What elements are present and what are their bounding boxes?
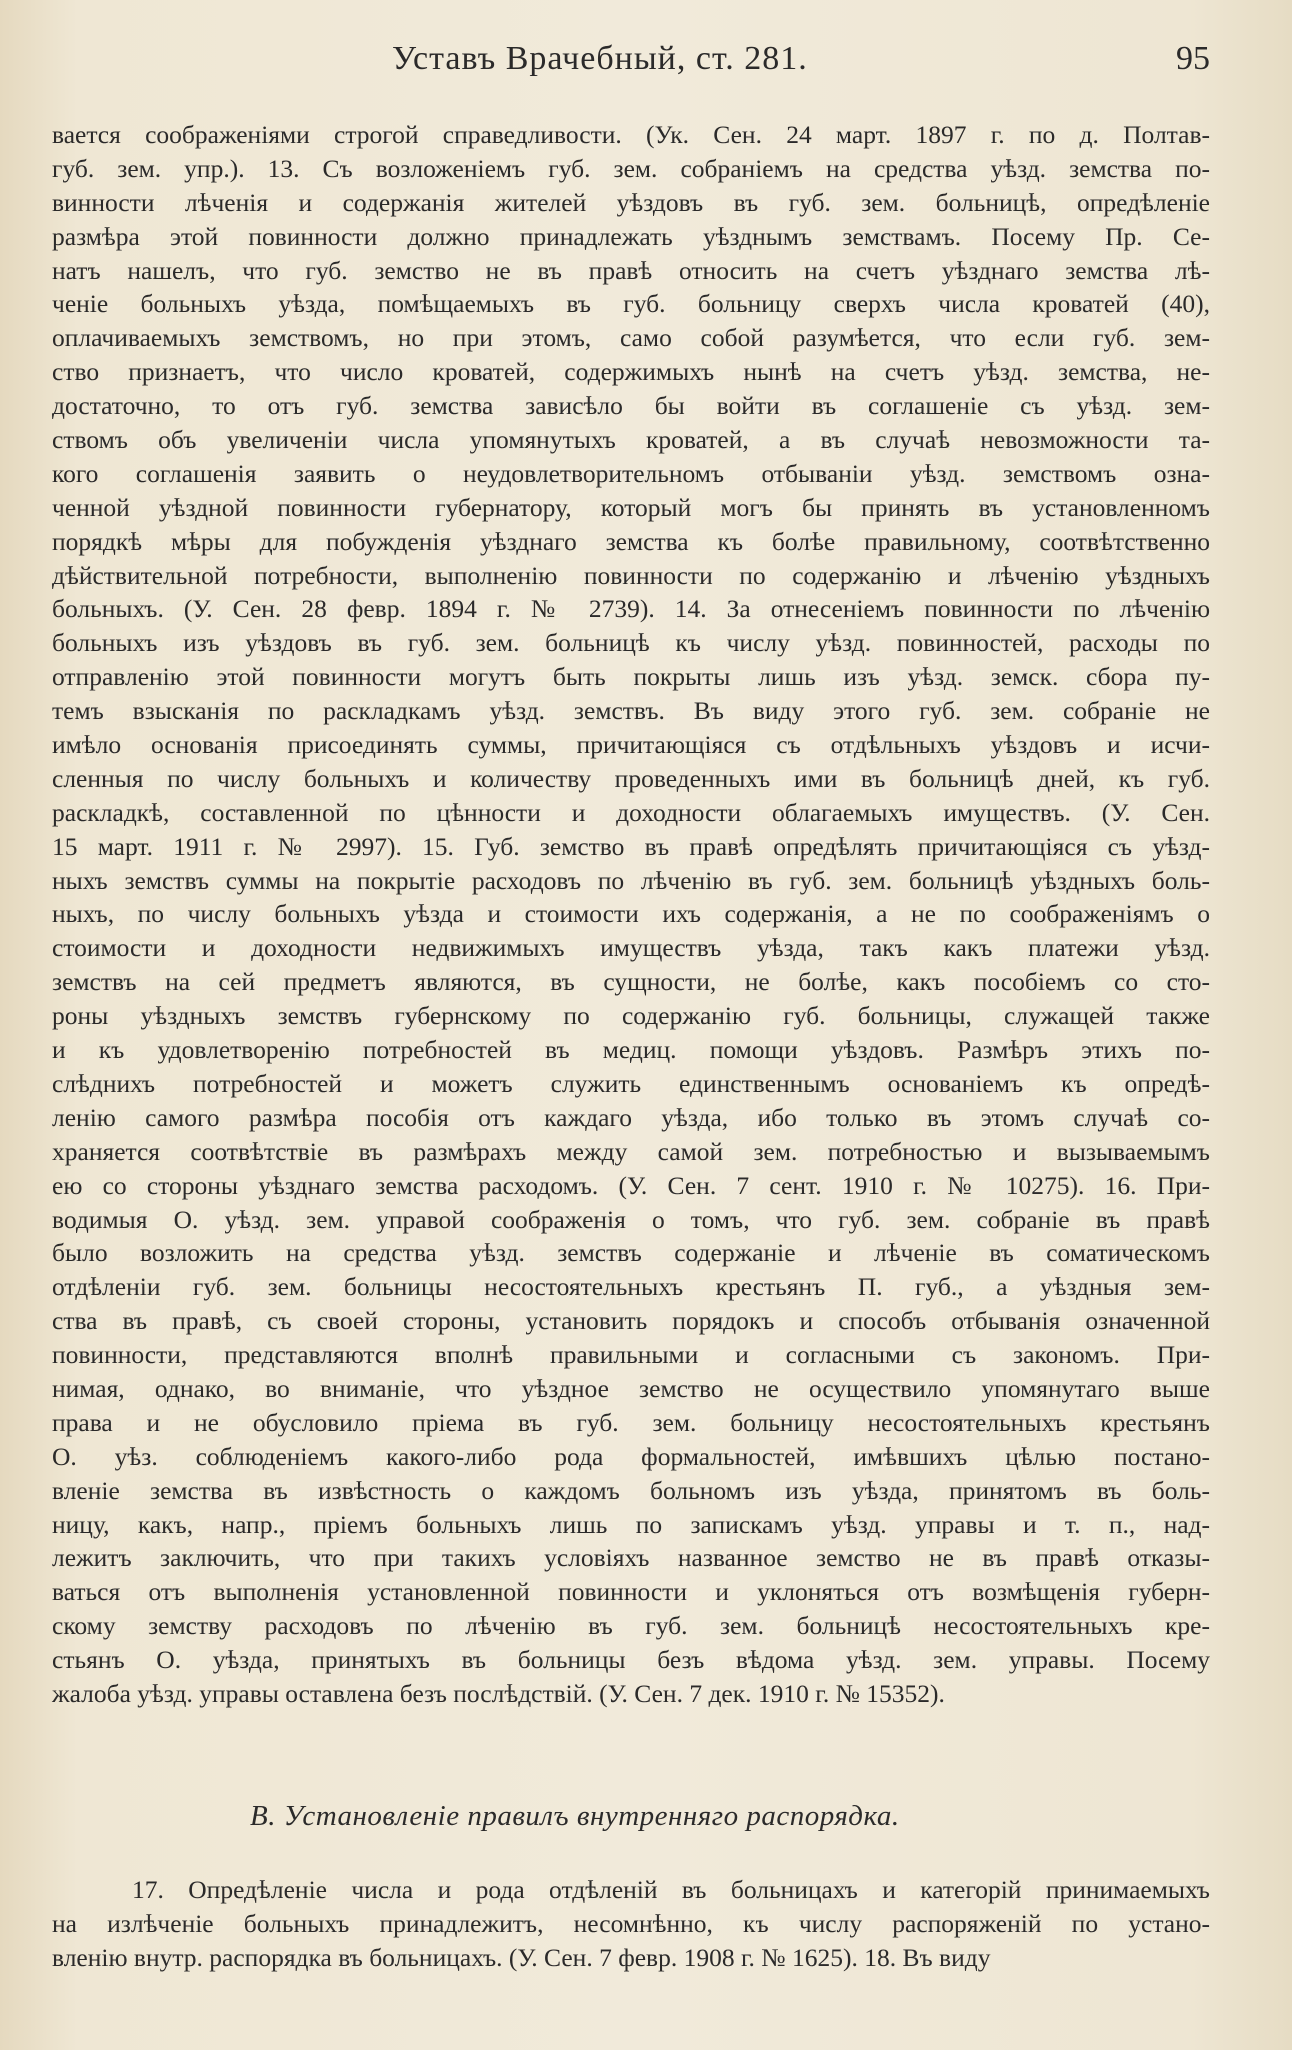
text-line: стьянъ О. уѣзда, принятыхъ въ больницы безъ вѣдома уѣзд. зем. управы. Посему bbox=[52, 1645, 1210, 1675]
text-line: храняется соотвѣтствіе въ размѣрахъ между самой зем. потребностью и вызываемымъ bbox=[52, 1136, 1210, 1166]
text-line: оплачиваемыхъ земствомъ, но при этомъ, само собой разумѣется, что если губ. зем- bbox=[52, 323, 1210, 353]
page-number: 95 bbox=[1176, 40, 1210, 77]
text-line: ваться отъ выполненія установленной повинности и уклоняться отъ возмѣщенія губерн- bbox=[52, 1577, 1210, 1607]
text-line: ство признаетъ, что число кроватей, содержимыхъ нынѣ на счетъ уѣзд. земства, не- bbox=[52, 357, 1210, 387]
text-line: больныхъ. (У. Сен. 28 февр. 1894 г. № 2739). 14. За отнесеніемъ повинности по лѣченію bbox=[52, 594, 1210, 624]
text-line: жалоба уѣзд. управы оставлена безъ послѣдствій. (У. Сен. 7 дек. 1910 г. № 15352). bbox=[52, 1678, 945, 1708]
text-line: стоимости и доходности недвижимыхъ имуществъ уѣзда, такъ какъ платежи уѣзд. bbox=[52, 933, 1210, 963]
text-line: земствъ на сей предметъ являются, въ сущности, не болѣе, какъ пособіемъ со сто- bbox=[52, 967, 1210, 997]
text-line: ницу, какъ, напр., пріемъ больныхъ лишь по запискамъ уѣзд. управы и т. п., над- bbox=[52, 1509, 1210, 1539]
text-line: нимая, однако, во вниманіе, что уѣздное земство не осуществило упомянутаго выше bbox=[52, 1373, 1210, 1403]
text-line: ленію самого размѣра пособія отъ каждаго уѣзда, ибо только въ этомъ случаѣ со- bbox=[52, 1102, 1210, 1132]
paragraph-17 bbox=[52, 1873, 1210, 1975]
text-line: лежитъ заключить, что при такихъ условіяхъ названное земство не въ правѣ отказы- bbox=[52, 1543, 1210, 1573]
text-line: ствомъ объ увеличеніи числа упомянутыхъ кроватей, а въ случаѣ невозможности та- bbox=[52, 425, 1210, 455]
text-line: права и не обусловило пріема въ губ. зем. больницу несостоятельныхъ крестьянъ bbox=[52, 1407, 1210, 1437]
text-line: больныхъ изъ уѣздовъ въ губ. зем. больницѣ къ числу уѣзд. повинностей, расходы по bbox=[52, 628, 1210, 658]
text-line: вленіе земства въ извѣстность о каждомъ больномъ изъ уѣзда, принятомъ въ боль- bbox=[52, 1475, 1210, 1505]
text-line: слѣднихъ потребностей и можетъ служить единственнымъ основаніемъ къ опредѣ- bbox=[52, 1068, 1210, 1098]
text-line: ченіе больныхъ уѣзда, помѣщаемыхъ въ губ. больницу сверхъ числа кроватей (40), bbox=[52, 289, 1210, 319]
text-line: порядкѣ мѣры для побужденія уѣзднаго земства къ болѣе правильному, соотвѣтственно bbox=[52, 526, 1210, 556]
text-line: на излѣченіе больныхъ принадлежитъ, несомнѣнно, къ числу распоряженій по устано- bbox=[52, 1908, 1210, 1938]
text-line: отдѣленіи губ. зем. больницы несостоятельныхъ крестьянъ П. губ., а уѣздныя зем- bbox=[52, 1272, 1210, 1302]
main-paragraph bbox=[52, 118, 1210, 1711]
running-title: Уставъ Врачебный, ст. 281. bbox=[392, 40, 808, 77]
text-line: роны уѣздныхъ земствъ губернскому по содержанію губ. больницы, служащей также bbox=[52, 1001, 1210, 1031]
text-line: ныхъ земствъ суммы на покрытіе расходовъ по лѣченію въ губ. зем. больницѣ уѣздныхъ боль- bbox=[52, 865, 1210, 895]
text-line: губ. зем. упр.). 13. Съ возложеніемъ губ. зем. собраніемъ на средства уѣзд. земства по- bbox=[52, 153, 1210, 183]
section-heading: В. Установленіе правилъ внутренняго распорядка. bbox=[250, 1800, 900, 1832]
text-line: сленныя по числу больныхъ и количеству проведенныхъ ими въ больницѣ дней, къ губ. bbox=[52, 763, 1210, 793]
page-header bbox=[392, 40, 1210, 84]
text-line: скому земству расходовъ по лѣченію въ губ. зем. больницѣ несостоятельныхъ кре- bbox=[52, 1611, 1210, 1641]
text-line: водимыя О. уѣзд. зем. управой соображенія о томъ, что губ. зем. собраніе въ правѣ bbox=[52, 1204, 1210, 1234]
text-line: повинности, представляются вполнѣ правильными и согласными съ закономъ. При- bbox=[52, 1340, 1210, 1370]
text-line: и къ удовлетворенію потребностей въ медиц. помощи уѣздовъ. Размѣръ этихъ по- bbox=[52, 1035, 1210, 1065]
text-line: размѣра этой повинности должно принадлежать уѣзднымъ земствамъ. Посему Пр. Се- bbox=[52, 221, 1210, 251]
text-line: ства въ правѣ, съ своей стороны, установить порядокъ и способъ отбыванія означенной bbox=[52, 1306, 1210, 1336]
text-line: кого соглашенія заявить о неудовлетворительномъ отбываніи уѣзд. земствомъ озна- bbox=[52, 458, 1210, 488]
text-line: достаточно, то отъ губ. земства зависѣло бы войти въ соглашеніе съ уѣзд. зем- bbox=[52, 391, 1210, 421]
text-line: ею со стороны уѣзднаго земства расходомъ. (У. Сен. 7 сент. 1910 г. № 10275). 16. При- bbox=[52, 1170, 1210, 1200]
text-line: дѣйствительной потребности, выполненію повинности по содержанію и лѣченію уѣздныхъ bbox=[52, 560, 1210, 590]
text-line: вленію внутр. распорядка въ больницахъ. (У. Сен. 7 февр. 1908 г. № 1625). 18. Въ виду bbox=[52, 1942, 991, 1972]
text-line: натъ нашелъ, что губ. земство не въ правѣ относить на счетъ уѣзднаго земства лѣ- bbox=[52, 255, 1210, 285]
text-line: вается соображеніями строгой справедливости. (Ук. Сен. 24 март. 1897 г. по д. Полтав- bbox=[52, 120, 1210, 149]
text-line: темъ взысканія по раскладкамъ уѣзд. земствъ. Въ виду этого губ. зем. собраніе не bbox=[52, 696, 1210, 726]
text-line: ченной уѣздной повинности губернатору, который могъ бы принять въ установленномъ bbox=[52, 492, 1210, 522]
text-line: О. уѣз. соблюденіемъ какого-либо рода формальностей, имѣвшихъ цѣлью постано- bbox=[52, 1441, 1210, 1471]
text-line: 15 март. 1911 г. № 2997). 15. Губ. земство въ правѣ опредѣлять причитающіяся съ уѣзд- bbox=[52, 831, 1210, 861]
text-line: раскладкѣ, составленной по цѣнности и доходности облагаемыхъ имуществъ. (У. Сен. bbox=[52, 797, 1210, 827]
text-line: 17. Опредѣленіе числа и рода отдѣленій въ больницахъ и категорій принимаемыхъ bbox=[132, 1875, 1210, 1904]
text-line: было возложить на средства уѣзд. земствъ содержаніе и лѣченіе въ соматическомъ bbox=[52, 1238, 1210, 1268]
text-line: отправленію этой повинности могутъ быть покрыты лишь изъ уѣзд. земск. сбора пу- bbox=[52, 662, 1210, 692]
text-line: винности лѣченія и содержанія жителей уѣздовъ въ губ. зем. больницѣ, опредѣленіе bbox=[52, 187, 1210, 217]
text-line: ныхъ, по числу больныхъ уѣзда и стоимости ихъ содержанія, а не по соображеніямъ о bbox=[52, 899, 1210, 929]
text-line: имѣло основанія присоединять суммы, причитающіяся съ отдѣльныхъ уѣздовъ и исчи- bbox=[52, 730, 1210, 760]
